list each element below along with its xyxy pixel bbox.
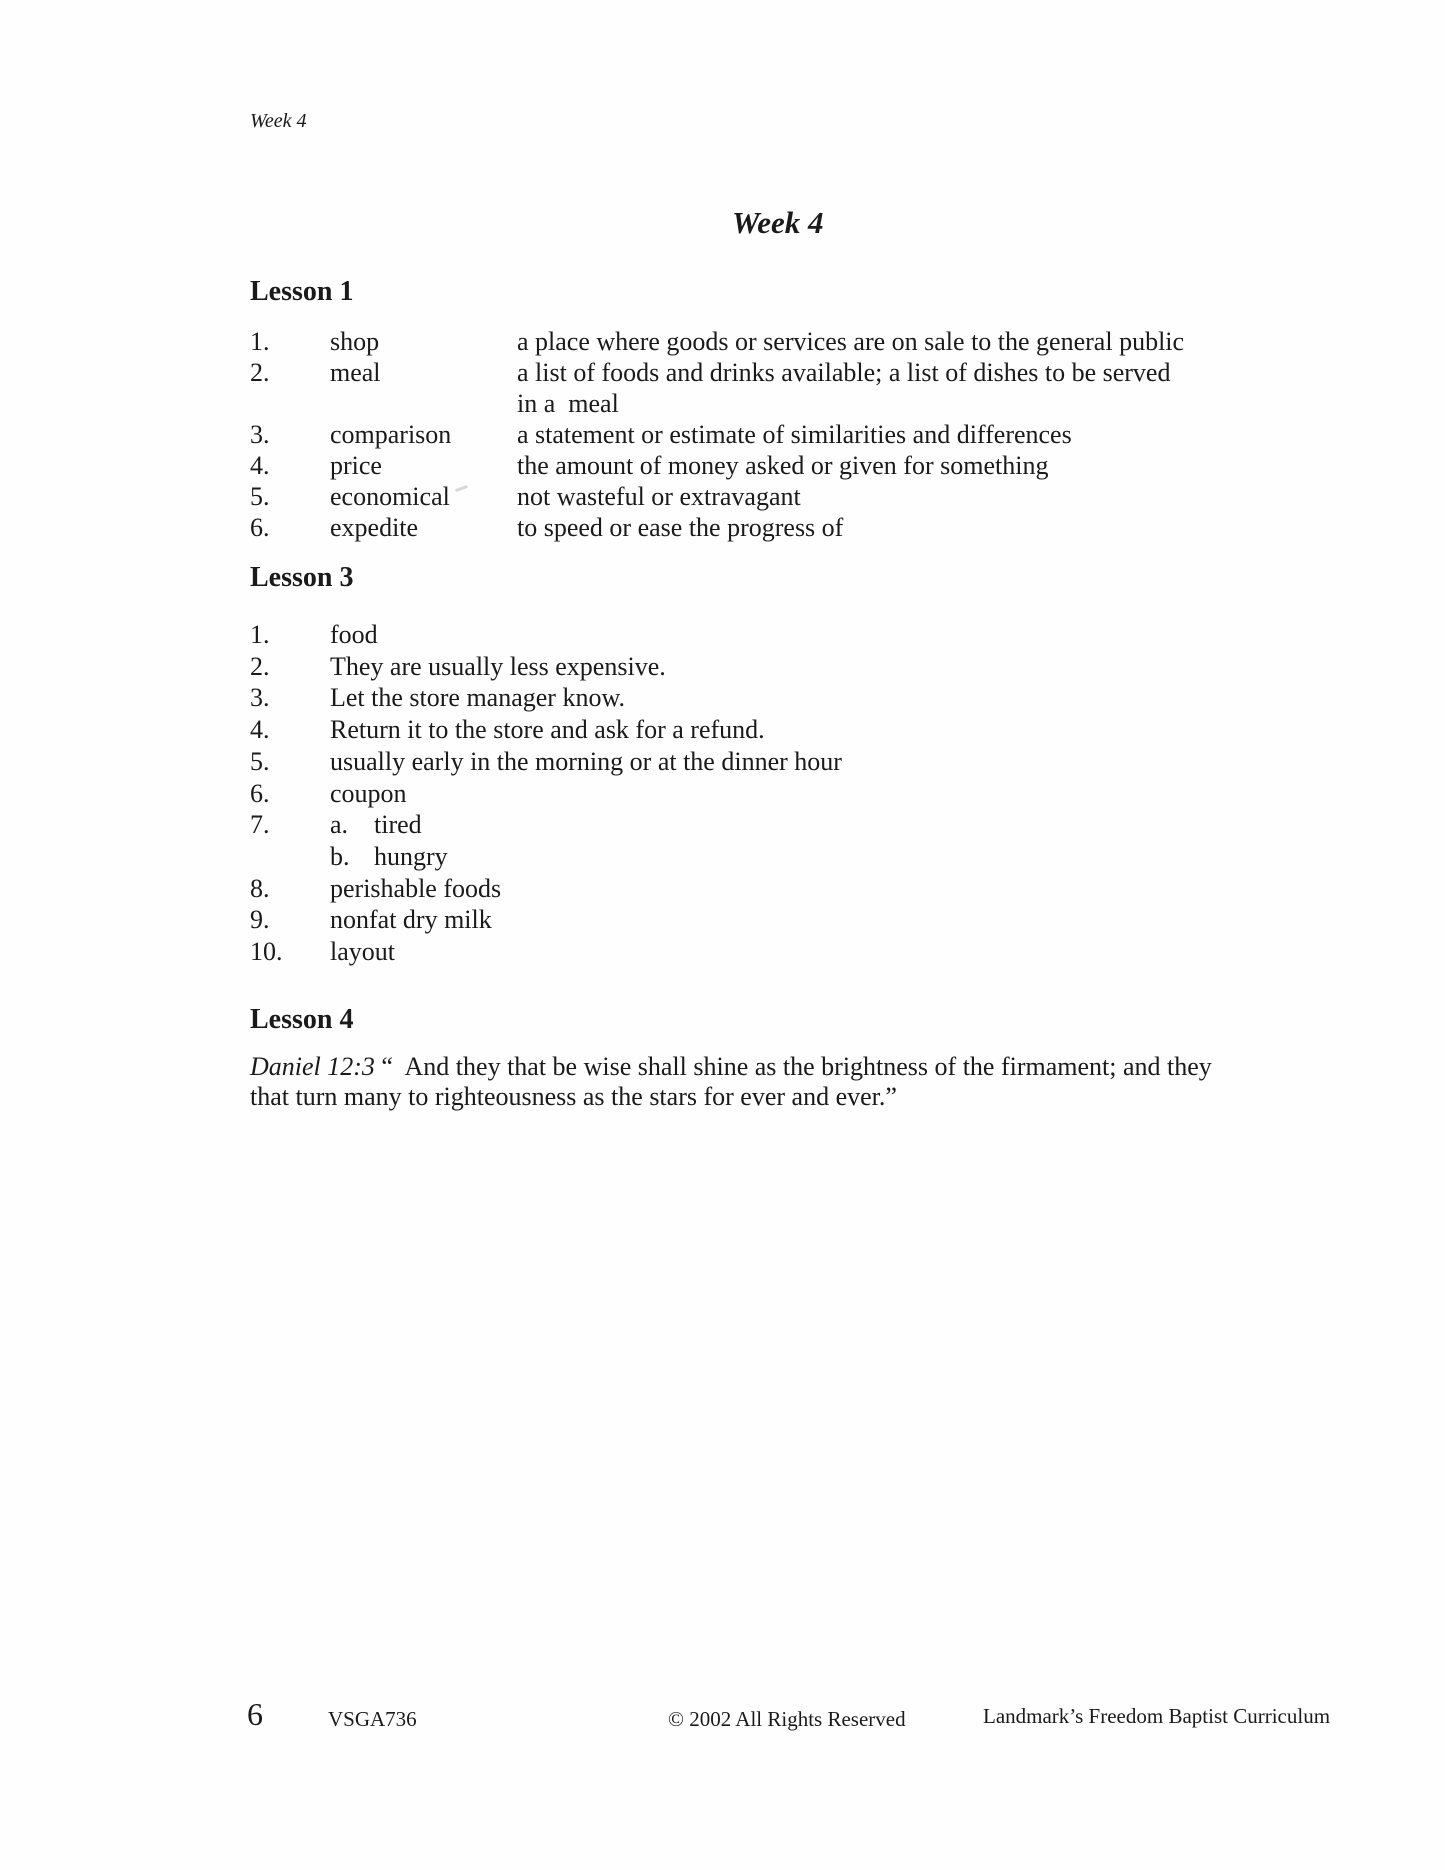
answer-text: They are usually less expensive. xyxy=(330,651,666,681)
verse-paragraph xyxy=(250,1052,1350,1112)
vocab-term: expedite xyxy=(330,513,419,542)
vocab-row-wrap xyxy=(250,388,1290,419)
answer-text xyxy=(330,809,1290,841)
vocab-row xyxy=(250,419,1290,450)
item-number: 4. xyxy=(250,451,270,480)
vocab-definition: not wasteful or extravagant xyxy=(517,482,801,511)
vocab-term: comparison xyxy=(330,420,452,449)
vocab-definition-continued: in a meal xyxy=(517,389,619,418)
answer-row-sub-a xyxy=(250,809,1290,841)
vocab-definition: a statement or estimate of similarities and differences xyxy=(517,420,1072,449)
answer-row xyxy=(250,651,1290,683)
answer-row xyxy=(250,778,1290,810)
item-number: 5. xyxy=(250,746,270,776)
item-number: 6. xyxy=(250,778,270,808)
lesson1-heading: Lesson 1 xyxy=(250,276,354,307)
vocab-definition: a list of foods and drinks available; a list of dishes to be served xyxy=(517,358,1171,387)
vocab-term: meal xyxy=(330,358,381,387)
vocab-row xyxy=(250,326,1290,357)
item-number: 10. xyxy=(250,937,283,967)
item-number: 4. xyxy=(250,715,270,745)
vocab-row xyxy=(250,357,1290,388)
vocab-term xyxy=(330,388,517,419)
vocab-row xyxy=(250,450,1290,481)
sub-item-letter: b. xyxy=(330,841,350,871)
lesson3-answer-list xyxy=(250,619,1290,968)
lesson3-heading: Lesson 3 xyxy=(250,562,354,593)
running-header: Week 4 xyxy=(250,110,307,132)
footer-publisher: Landmark’s Freedom Baptist Curriculum xyxy=(983,1704,1331,1728)
vocab-term: price xyxy=(330,451,382,480)
answer-row xyxy=(250,714,1290,746)
sub-answer-text: hungry xyxy=(374,841,448,871)
answer-row-sub-b xyxy=(250,841,1290,873)
vocab-definition: to speed or ease the progress of xyxy=(517,513,844,542)
vocab-term: economical xyxy=(330,482,450,511)
verse-reference: Daniel 12:3 xyxy=(250,1052,375,1081)
item-number xyxy=(250,841,330,873)
item-number: 9. xyxy=(250,905,270,935)
answer-row xyxy=(250,904,1290,936)
item-number: 2. xyxy=(250,651,270,681)
vocab-row xyxy=(250,512,1290,543)
answer-text: Return it to the store and ask for a refund. xyxy=(330,715,765,745)
lesson1-vocab-list xyxy=(250,326,1290,543)
answer-row xyxy=(250,873,1290,905)
answer-row xyxy=(250,682,1290,714)
answer-text: food xyxy=(330,620,378,649)
answer-text: nonfat dry milk xyxy=(330,905,492,935)
sub-answer-text: tired xyxy=(374,810,422,840)
answer-row xyxy=(250,746,1290,778)
item-number: 7. xyxy=(250,810,270,840)
footer-catalog-code: VSGA736 xyxy=(328,1707,417,1731)
lesson4-heading: Lesson 4 xyxy=(250,1004,354,1035)
answer-row xyxy=(250,936,1290,968)
answer-text xyxy=(330,841,1290,873)
item-number: 5. xyxy=(250,482,270,511)
item-number: 3. xyxy=(250,420,270,449)
answer-text: usually early in the morning or at the dinner hour xyxy=(330,746,842,776)
sub-item-letter: a. xyxy=(330,810,349,840)
verse-quote-line2: that turn many to righteousness as the stars for ever and ever.” xyxy=(250,1082,897,1111)
item-number: 1. xyxy=(250,620,270,649)
item-number: 2. xyxy=(250,358,270,387)
answer-text: Let the store manager know. xyxy=(330,683,626,713)
item-number: 8. xyxy=(250,873,270,903)
answer-text: layout xyxy=(330,937,395,967)
item-number: 3. xyxy=(250,683,270,713)
page-title: Week 4 xyxy=(732,205,824,240)
item-number: 1. xyxy=(250,327,270,356)
vocab-definition: the amount of money asked or given for something xyxy=(517,451,1049,480)
verse-quote-line1: “ And they that be wise shall shine as the brightness of the firmament; and they xyxy=(374,1052,1212,1081)
footer-copyright: © 2002 All Rights Reserved xyxy=(668,1707,906,1731)
vocab-term: shop xyxy=(330,327,380,356)
answer-text: coupon xyxy=(330,778,407,808)
footer-page-number: 6 xyxy=(247,1696,263,1732)
item-number: 6. xyxy=(250,513,270,542)
answer-row xyxy=(250,619,1290,651)
answer-text: perishable foods xyxy=(330,873,502,903)
vocab-row xyxy=(250,481,1290,512)
vocab-definition: a place where goods or services are on sale to the general public xyxy=(517,327,1185,356)
item-number xyxy=(250,388,330,419)
